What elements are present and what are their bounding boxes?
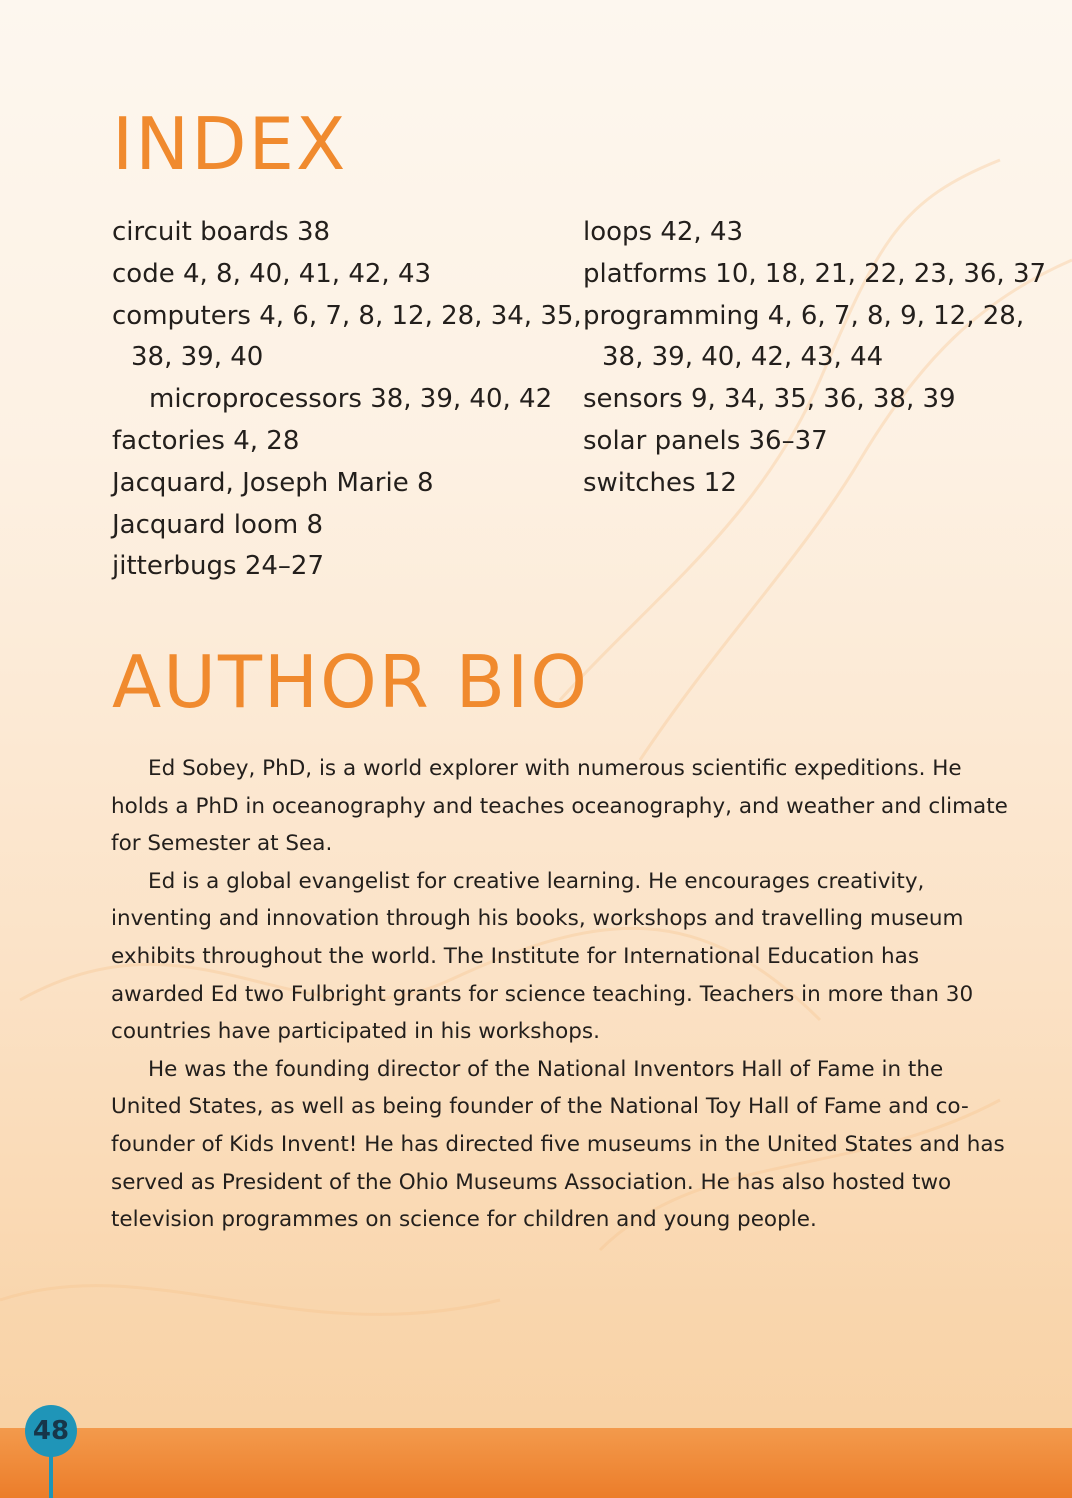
index-entry-continuation: 38, 39, 40 <box>131 342 264 373</box>
index-entry: switches 12 <box>583 467 737 498</box>
footer-band <box>0 1428 1072 1498</box>
index-entry: Jacquard loom 8 <box>112 509 323 540</box>
index-column-right <box>583 212 1047 505</box>
index-entry: loops 42, 43 <box>583 217 744 247</box>
index-entry: platforms 10, 18, 21, 22, 23, 36, 37 <box>583 258 1047 289</box>
index-entry: programming 4, 6, 7, 8, 9, 12, 28, <box>583 300 1025 331</box>
index-entry: computers 4, 6, 7, 8, 12, 28, 34, 35, <box>112 300 582 331</box>
author-bio-text <box>111 750 1016 1239</box>
index-entry: jitterbugs 24–27 <box>112 551 324 582</box>
index-column-left <box>112 212 582 588</box>
index-entry: Jacquard, Joseph Marie 8 <box>112 467 434 498</box>
index-entry-continuation: 38, 39, 40, 42, 43, 44 <box>602 342 884 373</box>
index-entry: code 4, 8, 40, 41, 42, 43 <box>112 258 432 289</box>
index-entry: circuit boards 38 <box>112 217 331 247</box>
index-entry: factories 4, 28 <box>112 425 300 456</box>
bio-paragraph: Ed Sobey, PhD, is a world explorer with numerous scientific expeditions. He holds a PhD in oceanography and teaches oceanography, and weather and climate for Semester at Sea. <box>111 756 1008 857</box>
index-subentry: microprocessors 38, 39, 40, 42 <box>149 384 553 415</box>
bio-paragraph: He was the founding director of the National Inventors Hall of Fame in the United States, as well as being founder of the National Toy Hall of Fame and co-founder of Kids Invent! He has directed five museums in the United States and has served as President of the Ohio Museums Association. He has also hosted two television programmes on science for children and young people. <box>111 1056 1005 1233</box>
page-number-stem <box>49 1455 53 1498</box>
page-number-badge: 48 <box>25 1405 77 1457</box>
index-heading: INDEX <box>112 102 348 186</box>
bio-paragraph: Ed is a global evangelist for creative learning. He encourages creativity, inventing and innovation through his books, workshops and travelling museum exhibits throughout the world. The Institute for International Education has awarded Ed two Fulbright grants for science teaching. Teachers in more than 30 countries have participated in his workshops. <box>111 868 974 1045</box>
index-entry: solar panels 36–37 <box>583 425 828 456</box>
index-entry: sensors 9, 34, 35, 36, 38, 39 <box>583 384 956 415</box>
author-bio-heading: AUTHOR BIO <box>112 640 589 724</box>
